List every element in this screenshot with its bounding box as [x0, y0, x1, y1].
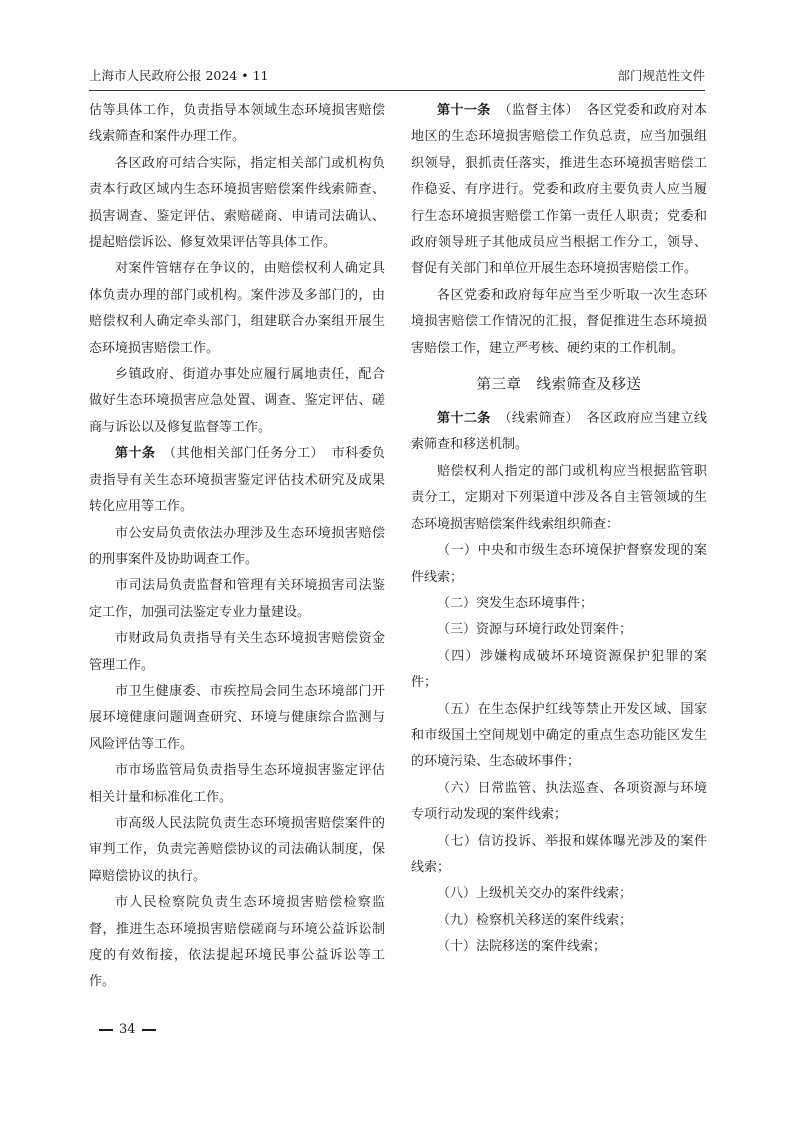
paragraph: 估等具体工作，负责指导本领域生态环境损害赔偿线索筛查和案件办理工作。: [89, 103, 385, 145]
paragraph: 市司法局负责监督和管理有关环境损害司法鉴定工作，加强司法鉴定专业力量建设。: [89, 578, 385, 620]
article-caption: （监督主体）: [498, 103, 579, 118]
article-text: 市科委负责指导有关生态环境损害鉴定评估技术研究及成果转化应用等工作。: [89, 446, 385, 515]
paragraph: 市财政局负责指导有关生态环境损害赔偿资金管理工作。: [89, 631, 385, 673]
section-title: 部门规范性文件: [617, 68, 705, 83]
left-column: [89, 98, 385, 996]
paragraph: 赔偿权利人指定的部门或机构应当根据监管职责分工，定期对下列渠道中涉及各自主管领域的生态环境损害赔偿案件线索组织筛查：: [411, 463, 707, 532]
paragraph: 乡镇政府、街道办事处应履行属地责任，配合做好生态环境损害应急处置、调查、鉴定评估、磋商与诉讼以及修复监督等工作。: [89, 367, 385, 435]
article-label: 第十条: [115, 446, 156, 462]
paragraph: 市高级人民法院负责生态环境损害赔偿案件的审判工作，负责完善赔偿协议的司法确认制度，保障赔偿协议的执行。: [89, 815, 385, 884]
list-item: （六）日常监管、执法巡查、各项资源与环境专项行动发现的案件线索；: [411, 780, 707, 823]
paragraph: 对案件管辖存在争议的，由赔偿权利人确定具体负责办理的部门或机构。案件涉及多部门的，由赔偿权利人确定牵头部门，组建联合办案组开展生态环境损害赔偿工作。: [89, 261, 385, 356]
article-12: [411, 406, 707, 459]
paragraph: 市市场监管局负责指导生态环境损害鉴定评估相关计量和标准化工作。: [89, 763, 385, 805]
page-number: [93, 1022, 162, 1037]
paragraph: 市公安局负责依法办理涉及生态环境损害赔偿的刑事案件及协助调查工作。: [89, 525, 385, 567]
list-item: （八）上级机关交办的案件线索；: [437, 886, 633, 902]
article-11: [411, 98, 707, 283]
article-text: 各区政府应当建立线索筛查和移送机制。: [411, 411, 707, 453]
list-item: （三）资源与环境行政处罚案件；: [437, 622, 633, 638]
article-label: 第十一条: [437, 103, 491, 118]
page-dash-left: [99, 1029, 113, 1031]
article-10: [89, 441, 385, 520]
article-caption: （线索筛查）: [498, 411, 579, 427]
article-text: 各区党委和政府对本地区的生态环境损害赔偿工作负总责，应当加强组织领导，狠抓责任落实，推进生态环境损害赔偿工作稳妥、有序进行。党委和政府主要负责人应当履行生态环境损害赔偿工作第一责任人职责；党委和政府领导班子其他成员应当根据工作分工，领导、督促有关部门和单位开展生态环境损害赔偿工作。: [411, 103, 707, 277]
paragraph: 市卫生健康委、市疾控局会同生态环境部门开展环境健康问题调查研究、环境与健康综合监测与风险评估等工作。: [89, 683, 385, 752]
list-item: （一）中央和市级生态环境保护督察发现的案件线索；: [411, 543, 707, 585]
header-rule: [89, 90, 705, 91]
article-caption: （其他相关部门任务分工）: [163, 446, 324, 462]
running-header: [89, 66, 705, 88]
page-dash-right: [142, 1029, 156, 1031]
list-item: （九）检察机关移送的案件线索；: [437, 912, 633, 928]
list-item: （五）在生态保护红线等禁止开发区域、国家和市级国土空间规划中确定的重点生态功能区发生的环境污染、生态破坏事件；: [411, 701, 707, 770]
paragraph: 各区政府可结合实际，指定相关部门或机构负责本行政区域内生态环境损害赔偿案件线索筛查、损害调查、鉴定评估、索赔磋商、申请司法确认、提起赔偿诉讼、修复效果评估等具体工作。: [89, 155, 385, 251]
paragraph: 各区党委和政府每年应当至少听取一次生态环境损害赔偿工作情况的汇报，督促推进生态环境损害赔偿工作，建立严考核、硬约束的工作机制。: [411, 287, 707, 356]
chapter-heading: 第三章 线索筛查及移送: [476, 377, 642, 394]
list-item: （十）法院移送的案件线索；: [437, 939, 607, 955]
list-item: （七）信访投诉、举报和媒体曝光涉及的案件线索；: [411, 833, 707, 875]
right-column: [411, 98, 707, 961]
article-label: 第十二条: [437, 411, 491, 427]
bulletin-title: 上海市人民政府公报 2024 • 11: [89, 68, 269, 83]
paragraph: 市人民检察院负责生态环境损害赔偿检察监督，推进生态环境损害赔偿磋商与环境公益诉讼制度的有效衔接，依法提起环境民事公益诉讼等工作。: [89, 895, 385, 990]
list-item: （四）涉嫌构成破坏环境资源保护犯罪的案件；: [411, 648, 707, 691]
list-item: （二）突发生态环境事件；: [437, 595, 594, 611]
page-number-text: 34: [119, 1022, 136, 1037]
